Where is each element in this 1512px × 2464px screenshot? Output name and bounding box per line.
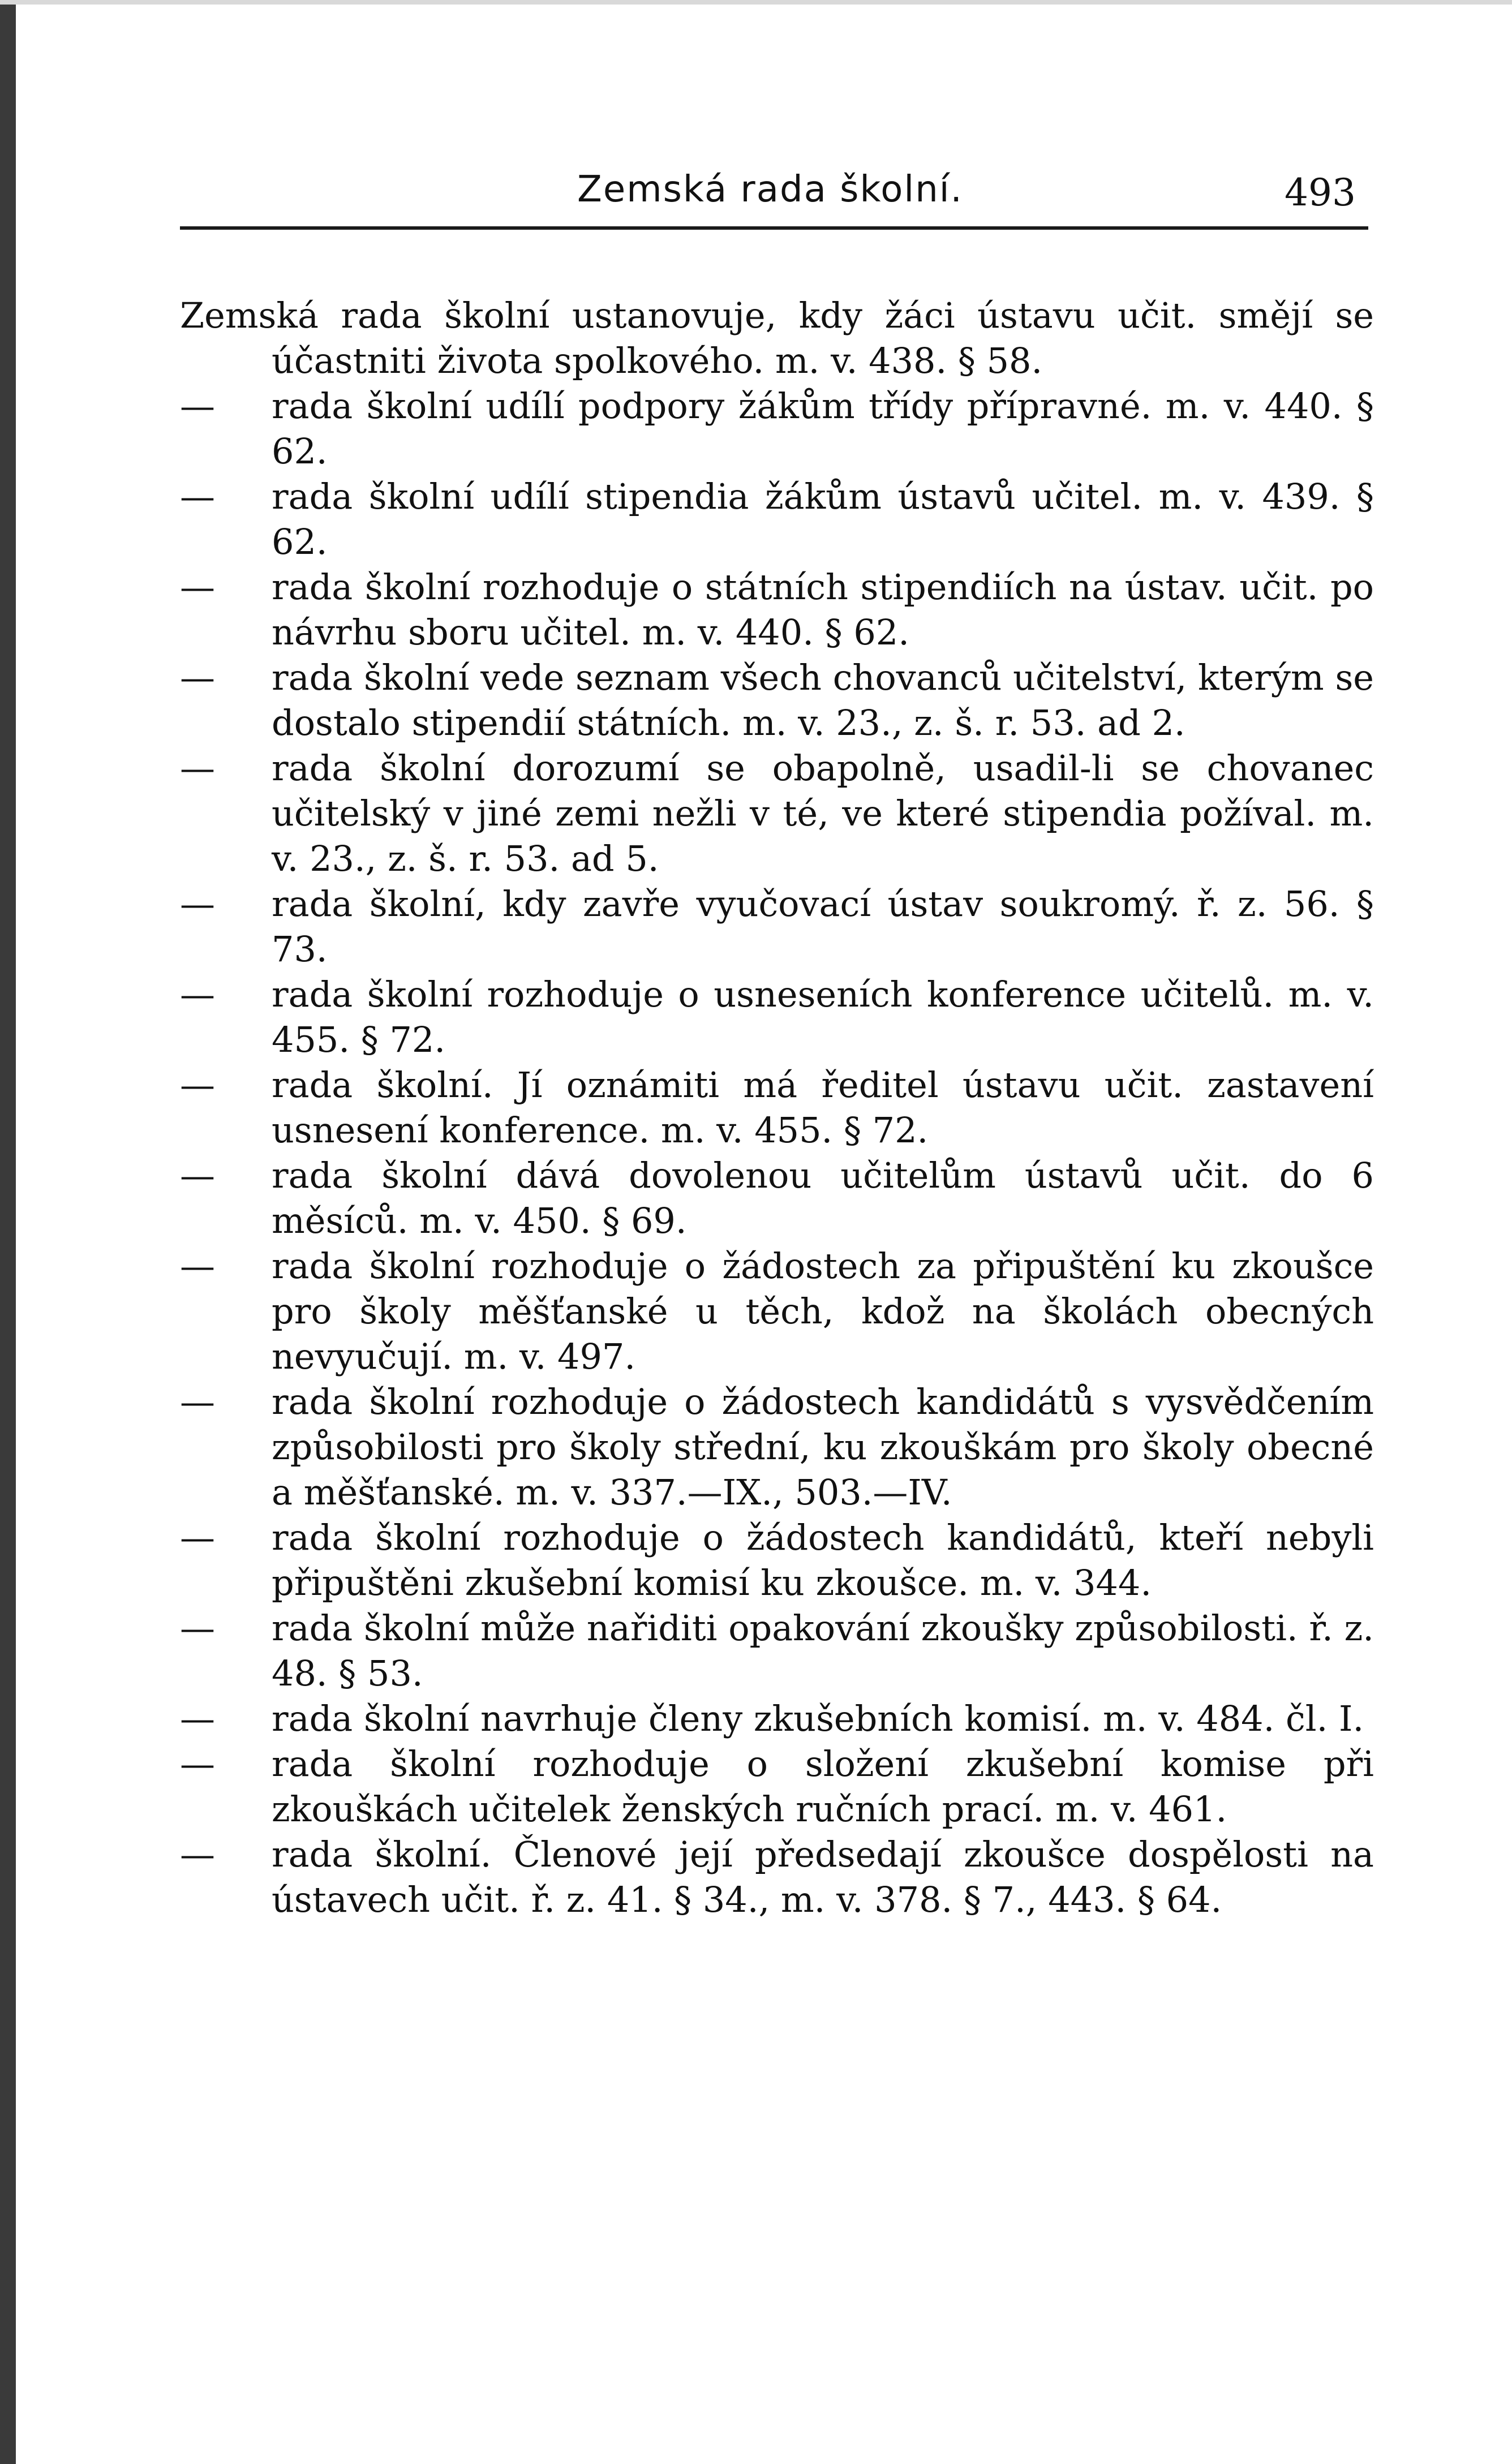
- index-entry: [180, 293, 1374, 384]
- index-entry: [180, 1063, 1374, 1153]
- index-entry: [180, 1379, 1374, 1515]
- index-entry: [180, 881, 1374, 972]
- index-entry: [180, 1153, 1374, 1244]
- entry-text: rada školní dorozumí se obapolně, usadil-li se chovanec učitelský v jiné zemi nežli v té, ve které stipendia požíval. m. v. 23., z. š. r. 53. ad 5.: [272, 747, 1374, 879]
- entry-text: rada školní vede seznam všech chovanců učitelství, kterým se dostalo stipendií státních. m. v. 23., z. š. r. 53. ad 2.: [272, 657, 1374, 743]
- entry-text: Zemská rada školní ustanovuje, kdy žáci ústavu učit. smějí se účastniti života spolkového. m. v. 438. § 58.: [180, 295, 1374, 381]
- index-entry: [180, 1606, 1374, 1696]
- page-header: [0, 169, 1512, 225]
- index-entry: [180, 972, 1374, 1063]
- entry-dash: —: [180, 1607, 215, 1649]
- index-entry: [180, 1696, 1374, 1741]
- entry-text: rada školní rozhoduje o žádostech za připuštění ku zkoušce pro školy měšťanské u těch, kdož na školách obecných nevyučují. m. v. 497.: [272, 1245, 1374, 1377]
- entry-dash: —: [180, 883, 215, 924]
- entry-text: rada školní rozhoduje o složení zkušební komise při zkouškách učitelek ženských ručních prací. m. v. 461.: [272, 1743, 1374, 1830]
- entry-text: rada školní udílí podpory žákům třídy přípravné. m. v. 440. § 62.: [272, 385, 1374, 472]
- entry-text: rada školní navrhuje členy zkušebních komisí. m. v. 484. čl. I.: [272, 1698, 1364, 1739]
- entry-text: rada školní rozhoduje o usneseních konference učitelů. m. v. 455. § 72.: [272, 974, 1374, 1060]
- entry-text: rada školní dává dovolenou učitelům ústavů učit. do 6 měsíců. m. v. 450. § 69.: [272, 1155, 1374, 1241]
- scan-left-edge: [0, 5, 16, 2464]
- entry-dash: —: [180, 385, 215, 427]
- entry-dash: —: [180, 974, 215, 1015]
- entry-dash: —: [180, 1517, 215, 1558]
- index-entries: [180, 293, 1374, 1923]
- running-title: Zemská rada školní.: [577, 169, 963, 210]
- entry-dash: —: [180, 747, 215, 789]
- header-rule: [180, 226, 1368, 230]
- index-entry: [180, 1515, 1374, 1606]
- entry-text: rada školní rozhoduje o žádostech kandidátů s vysvědčením způsobilosti pro školy střední, ku zkouškám pro školy obecné a měšťanské. m. v. 337.—IX., 503.—IV.: [272, 1381, 1374, 1513]
- entry-text: rada školní udílí stipendia žákům ústavů učitel. m. v. 439. § 62.: [272, 476, 1374, 562]
- index-entry: [180, 655, 1374, 746]
- entry-dash: —: [180, 1381, 215, 1422]
- index-entry: [180, 1741, 1374, 1832]
- index-entry: [180, 565, 1374, 655]
- entry-dash: —: [180, 476, 215, 517]
- entry-dash: —: [180, 1698, 215, 1739]
- index-entry: [180, 1244, 1374, 1379]
- entry-dash: —: [180, 657, 215, 698]
- entry-text: rada školní, kdy zavře vyučovací ústav soukromý. ř. z. 56. § 73.: [272, 883, 1374, 970]
- entry-dash: —: [180, 1245, 215, 1287]
- entry-dash: —: [180, 1155, 215, 1196]
- index-entry: [180, 746, 1374, 881]
- entry-dash: —: [180, 1743, 215, 1784]
- index-entry: [180, 384, 1374, 474]
- index-entry: [180, 1832, 1374, 1923]
- entry-dash: —: [180, 1834, 215, 1875]
- index-entry: [180, 474, 1374, 565]
- entry-text: rada školní může nařiditi opakování zkoušky způsobilosti. ř. z. 48. § 53.: [272, 1607, 1374, 1694]
- entry-text: rada školní rozhoduje o žádostech kandidátů, kteří nebyli připuštěni zkušební komisí ku zkoušce. m. v. 344.: [272, 1517, 1374, 1603]
- page-number: 493: [1285, 171, 1356, 214]
- entry-text: rada školní. Členové její předsedají zkoušce dospělosti na ústavech učit. ř. z. 41. § 34., m. v. 378. § 7., 443. § 64.: [272, 1834, 1374, 1920]
- entry-text: rada školní. Jí oznámiti má ředitel ústavu učit. zastavení usnesení konference. m. v. 455. § 72.: [272, 1064, 1374, 1151]
- entry-text: rada školní rozhoduje o státních stipendiích na ústav. učit. po návrhu sboru učitel. m. v. 440. § 62.: [272, 566, 1374, 653]
- entry-dash: —: [180, 566, 215, 608]
- entry-dash: —: [180, 1064, 215, 1106]
